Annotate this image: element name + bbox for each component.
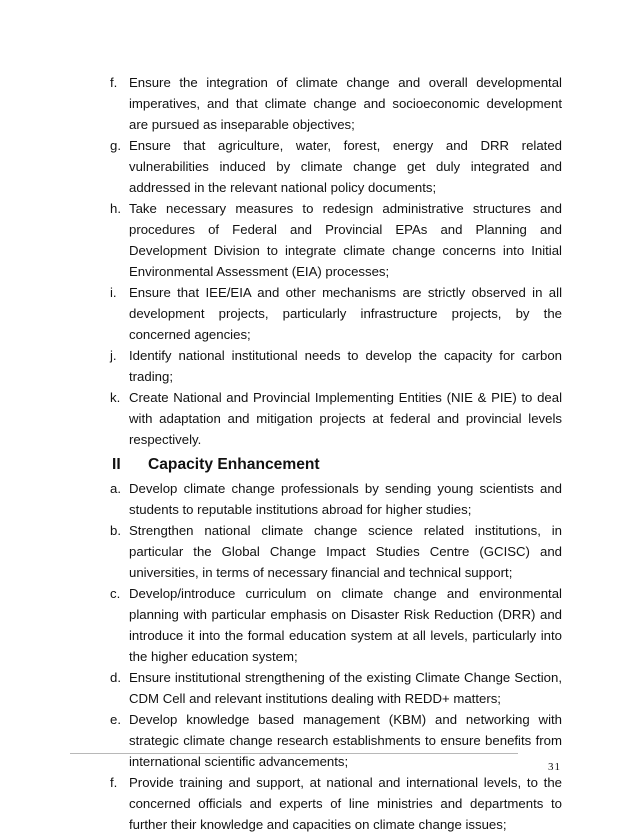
list-item-j-carbon-trading [110, 345, 562, 387]
document-content [110, 72, 562, 835]
list-marker: h. [110, 201, 121, 216]
list-item-text: Ensure that IEE/EIA and other mechanisms are strictly observed in all development projects, particularly infrastructure projects, by the concerned agencies; [129, 285, 562, 342]
section-number: II [112, 456, 121, 473]
list-item-k-implementing-entities [110, 387, 562, 450]
list-item-e-knowledge-management [110, 709, 562, 772]
list-marker: a. [110, 481, 121, 496]
list-item-h-redesign-structures [110, 198, 562, 282]
footer-divider [70, 753, 518, 754]
section-heading [110, 452, 562, 478]
list-item-c-curriculum [110, 583, 562, 667]
list-item-text: Develop/introduce curriculum on climate change and environmental planning with particular emphasis on Disaster Risk Reduction (DRR) and introduce it into the formal education system at all levels, particularly into the higher education system; [129, 586, 562, 664]
list-item-text: Identify national institutional needs to develop the capacity for carbon trading; [129, 348, 562, 384]
list-item-text: Ensure the integration of climate change and overall developmental imperatives, and that climate change and socioeconomic development are pursued as inseparable objectives; [129, 75, 562, 132]
section-title: Capacity Enhancement [148, 456, 320, 473]
list-item-d-institutional-strengthening [110, 667, 562, 709]
list-item-text: Strengthen national climate change science related institutions, in particular the Global Change Impact Studies Centre (GCISC) and universities, in terms of necessary financial and technical support; [129, 523, 562, 580]
list-marker: f. [110, 75, 118, 90]
list-item-text: Take necessary measures to redesign administrative structures and procedures of Federal and Provincial EPAs and Planning and Development Division to integrate climate change concerns into Initial Environmental Assessment (EIA) processes; [129, 201, 562, 279]
list-item-b-science-institutions [110, 520, 562, 583]
list-marker: b. [110, 523, 121, 538]
list-item-g-vulnerabilities [110, 135, 562, 198]
list-item-text: Ensure institutional strengthening of the existing Climate Change Section, CDM Cell and relevant institutions dealing with REDD+ matters; [129, 670, 562, 706]
list-marker: e. [110, 712, 121, 727]
list-item-text: Ensure that agriculture, water, forest, energy and DRR related vulnerabilities induced by climate change get duly integrated and addressed in the relevant national policy documents; [129, 138, 562, 195]
list-item-text: Provide training and support, at national and international levels, to the concerned officials and experts of line ministries and departments to further their knowledge and capacities on climate change issues; [129, 775, 562, 832]
list-marker: j. [110, 348, 117, 363]
list-marker: c. [110, 586, 121, 601]
list-item-i-iee-eia [110, 282, 562, 345]
page-number: 31 [548, 761, 561, 773]
list-marker: k. [110, 390, 121, 405]
list-marker: f. [110, 775, 118, 790]
list-item-text: Develop climate change professionals by sending young scientists and students to reputable institutions abroad for higher studies; [129, 481, 562, 517]
list-item-text: Create National and Provincial Implementing Entities (NIE & PIE) to deal with adaptation and mitigation projects at federal and provincial levels respectively. [129, 390, 562, 447]
list-item-text: Develop knowledge based management (KBM) and networking with strategic climate change research establishments to ensure benefits from international scientific advancements; [129, 712, 562, 769]
list-marker: g. [110, 138, 121, 153]
list-item-f-integration [110, 72, 562, 135]
list-item-a-professionals [110, 478, 562, 520]
list-marker: d. [110, 670, 121, 685]
list-marker: i. [110, 285, 117, 300]
